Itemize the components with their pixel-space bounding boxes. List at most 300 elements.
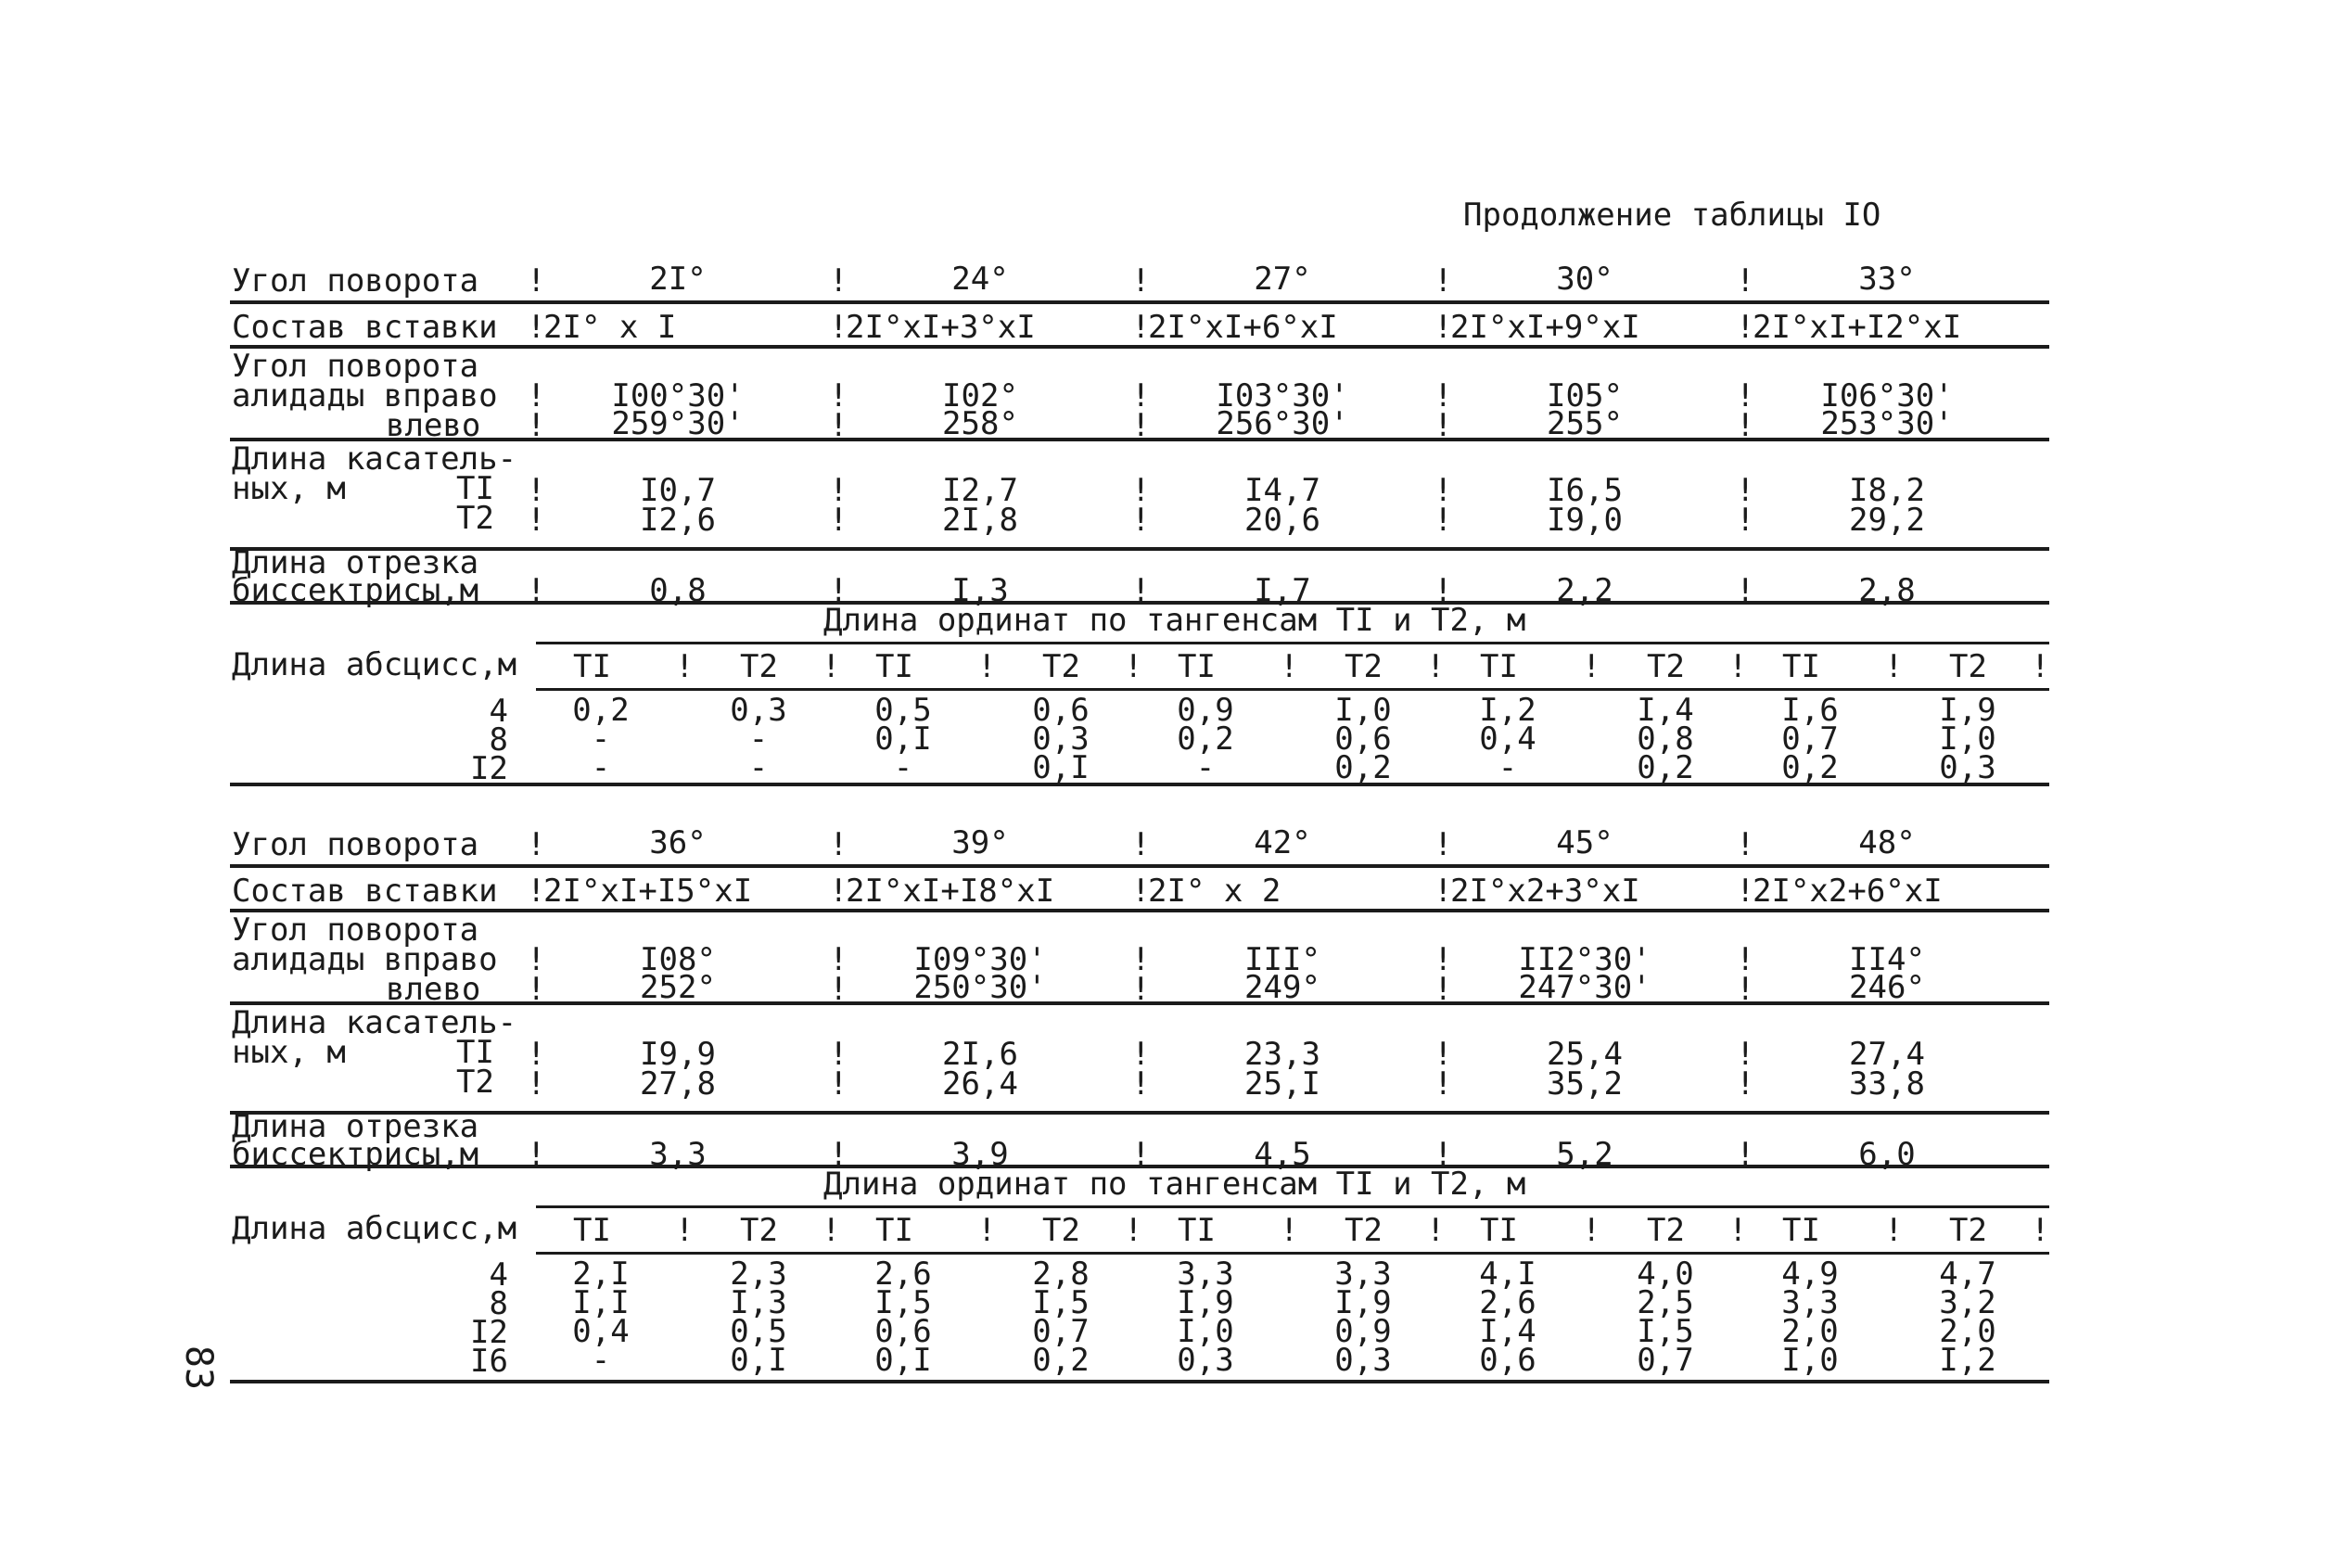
row-label: Длина касатель- bbox=[232, 1004, 517, 1041]
ordinate-t1-value: 0,I bbox=[874, 1342, 932, 1379]
row-label: Угол поворота bbox=[232, 348, 479, 385]
rotation-left-value: 246° bbox=[1849, 969, 1925, 1006]
ordinate-t2-value: 0,3 bbox=[730, 692, 787, 729]
column-separator: ! bbox=[829, 472, 848, 509]
angle-value: 45° bbox=[1556, 824, 1613, 861]
angle-value: 48° bbox=[1858, 824, 1916, 861]
column-separator: ! bbox=[527, 941, 546, 978]
t1-value: 27,4 bbox=[1849, 1036, 1925, 1073]
column-separator: ! bbox=[1131, 262, 1151, 300]
column-separator: ! bbox=[829, 826, 848, 863]
column-separator: ! bbox=[1434, 407, 1453, 444]
row-label: влево bbox=[386, 971, 481, 1008]
column-separator: ! bbox=[1736, 377, 1755, 414]
insert-value: 2I°x2+6°xI bbox=[1753, 873, 1943, 910]
insert-row bbox=[230, 304, 2049, 349]
rotation-right-value: I02° bbox=[942, 377, 1018, 414]
abscissa-header-row bbox=[230, 642, 2049, 694]
abscissa-value: I2 bbox=[470, 750, 508, 787]
ordinate-t1-value: 0,4 bbox=[1479, 720, 1536, 758]
row-label: биссектрисы,м bbox=[232, 1136, 479, 1173]
ordinate-t1-value: 0,2 bbox=[1177, 720, 1234, 758]
angle-value: 27° bbox=[1254, 261, 1311, 298]
ordinate-t2-header: T2 bbox=[740, 648, 778, 685]
column-separator: ! bbox=[527, 1065, 546, 1103]
ordinate-t2-value: I,9 bbox=[1334, 1284, 1392, 1321]
ordinate-t1-header: TI bbox=[1178, 1212, 1216, 1249]
row-label: биссектрисы,м bbox=[232, 572, 479, 609]
column-separator: ! bbox=[1280, 648, 1299, 685]
abscissa-value: 4 bbox=[489, 1256, 508, 1294]
column-separator: ! bbox=[1434, 826, 1453, 863]
rotation-right-value: I03°30' bbox=[1216, 377, 1349, 414]
rotation-left-value: 249° bbox=[1244, 969, 1320, 1006]
rotation-left-value: 258° bbox=[942, 405, 1018, 442]
column-separator: ! bbox=[1434, 1065, 1453, 1103]
column-separator: ! bbox=[829, 873, 848, 910]
rotation-left-value: 255° bbox=[1547, 405, 1623, 442]
ordinate-t1-header: TI bbox=[573, 648, 611, 685]
t2-value: 33,8 bbox=[1849, 1065, 1925, 1103]
angle-value: 2I° bbox=[649, 261, 707, 298]
ordinate-t1-value: - bbox=[1195, 749, 1216, 786]
rotation-left-value: 253°30' bbox=[1820, 405, 1954, 442]
ordinates-title-row bbox=[230, 1168, 2049, 1205]
column-separator: ! bbox=[1131, 572, 1151, 609]
column-separator: ! bbox=[1736, 1036, 1755, 1073]
t1-value: I2,7 bbox=[942, 472, 1018, 509]
ordinate-t1-value: 0,6 bbox=[874, 1313, 932, 1350]
column-separator: ! bbox=[1131, 826, 1151, 863]
column-separator: ! bbox=[1434, 873, 1453, 910]
ordinate-t2-value: 0,9 bbox=[1334, 1313, 1392, 1350]
column-separator: ! bbox=[1736, 407, 1755, 444]
angle-value: 36° bbox=[649, 824, 707, 861]
column-separator: ! bbox=[1736, 873, 1755, 910]
ordinate-t1-value: I,5 bbox=[874, 1284, 932, 1321]
ordinate-t2-value: 0,I bbox=[1032, 749, 1090, 786]
column-separator: ! bbox=[1434, 309, 1453, 346]
rotation-right-value: II4° bbox=[1849, 941, 1925, 978]
column-separator: ! bbox=[1426, 648, 1446, 685]
rotation-right-value: I06°30' bbox=[1820, 377, 1954, 414]
ordinate-t2-value: 4,0 bbox=[1637, 1256, 1694, 1293]
column-separator: ! bbox=[1131, 472, 1151, 509]
ordinate-t1-value: 2,6 bbox=[1479, 1284, 1536, 1321]
bisector-value: 0,8 bbox=[649, 572, 707, 609]
rotation-left-value: 247°30' bbox=[1518, 969, 1651, 1006]
ordinate-t2-value: I,2 bbox=[1939, 1342, 1996, 1379]
ordinate-t2-value: I,0 bbox=[1939, 720, 1996, 758]
rotation-right-value: II2°30' bbox=[1518, 941, 1651, 978]
column-separator: ! bbox=[977, 1212, 997, 1249]
column-separator: ! bbox=[829, 1136, 848, 1173]
insert-value: 2I°xI+9°xI bbox=[1450, 309, 1640, 346]
column-separator: ! bbox=[527, 572, 546, 609]
column-separator: ! bbox=[1434, 502, 1453, 539]
bisector-value: 2,2 bbox=[1556, 572, 1613, 609]
subheader-rule-bottom bbox=[536, 1252, 2049, 1255]
ordinate-t2-header: T2 bbox=[1949, 648, 1987, 685]
ordinate-t2-header: T2 bbox=[1042, 1212, 1080, 1249]
ordinate-t1-header: TI bbox=[1480, 648, 1518, 685]
ordinate-t2-header: T2 bbox=[1345, 1212, 1383, 1249]
ordinate-t2-value: 2,8 bbox=[1032, 1256, 1090, 1293]
column-separator: ! bbox=[1434, 572, 1453, 609]
t2-value: 35,2 bbox=[1547, 1065, 1623, 1103]
column-separator: ! bbox=[1131, 1136, 1151, 1173]
ordinate-t2-value: I,0 bbox=[1334, 692, 1392, 729]
bisector-value: 4,5 bbox=[1254, 1136, 1311, 1173]
column-separator: ! bbox=[1728, 1212, 1748, 1249]
column-separator: ! bbox=[1131, 309, 1151, 346]
rotation-left-value: 259°30' bbox=[611, 405, 745, 442]
row-label: Длина абсцисс,м bbox=[232, 1210, 517, 1247]
insert-value: 2I° x I bbox=[543, 309, 677, 346]
column-separator: ! bbox=[829, 309, 848, 346]
ordinate-t1-value: I,2 bbox=[1479, 692, 1536, 729]
rotation-right-value: III° bbox=[1244, 941, 1320, 978]
ordinate-t2-value: I,5 bbox=[1637, 1313, 1694, 1350]
bisector-row bbox=[230, 1108, 2049, 1173]
ordinate-t1-value: 0,4 bbox=[572, 1313, 630, 1350]
ordinate-t2-value: 4,7 bbox=[1939, 1256, 1996, 1293]
ordinate-t1-value: 0,2 bbox=[1781, 749, 1839, 786]
column-separator: ! bbox=[1124, 648, 1143, 685]
ordinate-t2-value: 0,3 bbox=[1939, 749, 1996, 786]
t2-value: 29,2 bbox=[1849, 502, 1925, 539]
column-separator: ! bbox=[527, 472, 546, 509]
ordinate-t1-value: 0,6 bbox=[1479, 1342, 1536, 1379]
ordinate-t1-value: 0,3 bbox=[1177, 1342, 1234, 1379]
t2-value: 26,4 bbox=[942, 1065, 1018, 1103]
t1-value: I4,7 bbox=[1244, 472, 1320, 509]
row-label: Состав вставки bbox=[232, 309, 498, 346]
subheader-rule-top bbox=[536, 1205, 2049, 1208]
column-separator: ! bbox=[527, 971, 546, 1008]
ordinate-t1-value: 0,2 bbox=[572, 692, 630, 729]
ordinate-t1-header: TI bbox=[1480, 1212, 1518, 1249]
column-separator: ! bbox=[2031, 1212, 2050, 1249]
ordinate-t2-value: 0,3 bbox=[1032, 720, 1090, 758]
column-separator: ! bbox=[1736, 1136, 1755, 1173]
row-label: алидады вправо bbox=[232, 941, 498, 978]
ordinate-t2-value: I,9 bbox=[1939, 692, 1996, 729]
t1-value: 2I,6 bbox=[942, 1036, 1018, 1073]
angle-value: 33° bbox=[1858, 261, 1916, 298]
subheader-rule-top bbox=[536, 642, 2049, 644]
column-separator: ! bbox=[829, 1036, 848, 1073]
ordinate-t2-value: 0,6 bbox=[1334, 720, 1392, 758]
row-label: Угол поворота bbox=[232, 911, 479, 949]
ordinate-t1-value: - bbox=[591, 749, 611, 786]
column-separator: ! bbox=[1736, 502, 1755, 539]
ordinate-t2-value: 0,2 bbox=[1334, 749, 1392, 786]
column-separator: ! bbox=[1434, 1036, 1453, 1073]
column-separator: ! bbox=[1426, 1212, 1446, 1249]
abscissa-value: 8 bbox=[489, 1285, 508, 1322]
t2-value: I9,0 bbox=[1547, 502, 1623, 539]
column-separator: ! bbox=[1736, 262, 1755, 300]
column-separator: ! bbox=[527, 377, 546, 414]
column-separator: ! bbox=[527, 262, 546, 300]
ordinates-title-row bbox=[230, 602, 2049, 642]
ordinate-t1-value: 2,I bbox=[572, 1256, 630, 1293]
rotation-right-value: I09°30' bbox=[913, 941, 1047, 978]
t1-value: I6,5 bbox=[1547, 472, 1623, 509]
ordinate-t2-value: 2,5 bbox=[1637, 1284, 1694, 1321]
row-label: TI bbox=[456, 1034, 494, 1071]
column-separator: ! bbox=[1434, 1136, 1453, 1173]
bisector-value: 3,9 bbox=[951, 1136, 1009, 1173]
column-separator: ! bbox=[527, 502, 546, 539]
row-label: T2 bbox=[456, 1064, 494, 1101]
ordinate-t2-value: 0,I bbox=[730, 1342, 787, 1379]
bisector-value: I,3 bbox=[951, 572, 1009, 609]
ordinates-title: Длина ординат по тангенсам TI и T2, м bbox=[823, 1166, 1526, 1203]
column-separator: ! bbox=[1131, 873, 1151, 910]
t2-value: 20,6 bbox=[1244, 502, 1320, 539]
ordinate-t1-value: 3,3 bbox=[1177, 1256, 1234, 1293]
angle-row bbox=[230, 823, 2049, 868]
column-separator: ! bbox=[527, 873, 546, 910]
column-separator: ! bbox=[1131, 407, 1151, 444]
column-separator: ! bbox=[829, 572, 848, 609]
ordinate-t1-value: 0,7 bbox=[1781, 720, 1839, 758]
column-separator: ! bbox=[1131, 1036, 1151, 1073]
column-separator: ! bbox=[1884, 1212, 1904, 1249]
t2-value: 2I,8 bbox=[942, 502, 1018, 539]
ordinate-t2-value: 3,3 bbox=[1334, 1256, 1392, 1293]
column-separator: ! bbox=[527, 1036, 546, 1073]
ordinate-t1-value: - bbox=[591, 1342, 611, 1379]
ordinate-t2-value: I,3 bbox=[730, 1284, 787, 1321]
ordinate-t1-value: - bbox=[591, 720, 611, 758]
alidade-row bbox=[230, 911, 2049, 1008]
abscissa-value: I2 bbox=[470, 1314, 508, 1351]
column-separator: ! bbox=[1280, 1212, 1299, 1249]
t1-value: 23,3 bbox=[1244, 1036, 1320, 1073]
column-separator: ! bbox=[1434, 262, 1453, 300]
ordinate-t2-value: 0,5 bbox=[730, 1313, 787, 1350]
ordinate-t2-value: - bbox=[748, 749, 769, 786]
t1-value: I8,2 bbox=[1849, 472, 1925, 509]
abscissa-value: 8 bbox=[489, 721, 508, 759]
ordinate-t2-value: 0,6 bbox=[1032, 692, 1090, 729]
ordinate-t1-value: 2,0 bbox=[1781, 1313, 1839, 1350]
column-separator: ! bbox=[1736, 1065, 1755, 1103]
abscissa-values-row bbox=[230, 1257, 2049, 1383]
ordinate-t1-header: TI bbox=[1782, 1212, 1820, 1249]
insert-value: 2I°xI+3°xI bbox=[846, 309, 1036, 346]
ordinate-t2-value: 0,3 bbox=[1334, 1342, 1392, 1379]
column-separator: ! bbox=[1131, 377, 1151, 414]
insert-value: 2I°xI+6°xI bbox=[1148, 309, 1338, 346]
abscissa-values-row bbox=[230, 694, 2049, 786]
row-label: алидады вправо bbox=[232, 377, 498, 414]
table-block-1 bbox=[230, 260, 2049, 786]
insert-row bbox=[230, 868, 2049, 912]
alidade-row bbox=[230, 348, 2049, 444]
abscissa-value: 4 bbox=[489, 693, 508, 730]
column-separator: ! bbox=[822, 1212, 841, 1249]
angle-row bbox=[230, 260, 2049, 304]
row-label: ных, м bbox=[232, 470, 346, 507]
bisector-value: 6,0 bbox=[1858, 1136, 1916, 1173]
ordinate-t2-value: - bbox=[748, 720, 769, 758]
ordinate-t1-value: 4,I bbox=[1479, 1256, 1536, 1293]
ordinate-t1-value: I,I bbox=[572, 1284, 630, 1321]
column-separator: ! bbox=[527, 407, 546, 444]
row-label: TI bbox=[456, 470, 494, 507]
bisector-value: 5,2 bbox=[1556, 1136, 1613, 1173]
column-separator: ! bbox=[527, 309, 546, 346]
ordinate-t1-value: I,4 bbox=[1479, 1313, 1536, 1350]
column-separator: ! bbox=[829, 377, 848, 414]
ordinate-t1-value: I,0 bbox=[1177, 1313, 1234, 1350]
column-separator: ! bbox=[1434, 377, 1453, 414]
ordinate-t2-header: T2 bbox=[1345, 648, 1383, 685]
t2-value: I2,6 bbox=[640, 502, 716, 539]
column-separator: ! bbox=[1736, 941, 1755, 978]
abscissa-value: I6 bbox=[470, 1343, 508, 1380]
row-label: Состав вставки bbox=[232, 873, 498, 910]
angle-value: 39° bbox=[951, 824, 1009, 861]
ordinate-t2-value: 0,7 bbox=[1032, 1313, 1090, 1350]
column-separator: ! bbox=[1131, 971, 1151, 1008]
tangent-row bbox=[230, 441, 2049, 551]
page-number: 83 bbox=[177, 1345, 221, 1391]
ordinate-t2-value: 2,0 bbox=[1939, 1313, 1996, 1350]
ordinate-t1-value: I,6 bbox=[1781, 692, 1839, 729]
row-label: Длина отрезка bbox=[232, 544, 479, 581]
column-separator: ! bbox=[1434, 971, 1453, 1008]
ordinate-t1-value: 4,9 bbox=[1781, 1256, 1839, 1293]
column-separator: ! bbox=[1736, 826, 1755, 863]
row-label: Угол поворота bbox=[232, 826, 479, 863]
column-separator: ! bbox=[829, 502, 848, 539]
column-separator: ! bbox=[829, 407, 848, 444]
column-separator: ! bbox=[675, 648, 695, 685]
column-separator: ! bbox=[1736, 572, 1755, 609]
column-separator: ! bbox=[1582, 1212, 1601, 1249]
ordinate-t2-value: 0,7 bbox=[1637, 1342, 1694, 1379]
column-separator: ! bbox=[1736, 971, 1755, 1008]
column-separator: ! bbox=[1131, 941, 1151, 978]
column-separator: ! bbox=[1434, 472, 1453, 509]
column-separator: ! bbox=[822, 648, 841, 685]
column-separator: ! bbox=[1434, 941, 1453, 978]
ordinate-t2-value: 0,8 bbox=[1637, 720, 1694, 758]
row-label: ных, м bbox=[232, 1034, 346, 1071]
ordinate-t2-value: I,5 bbox=[1032, 1284, 1090, 1321]
column-separator: ! bbox=[527, 1136, 546, 1173]
ordinate-t1-value: I,0 bbox=[1781, 1342, 1839, 1379]
ordinate-t2-header: T2 bbox=[1647, 1212, 1685, 1249]
column-separator: ! bbox=[2031, 648, 2050, 685]
ordinate-t2-value: 3,2 bbox=[1939, 1284, 1996, 1321]
ordinate-t1-value: 3,3 bbox=[1781, 1284, 1839, 1321]
ordinate-t2-value: 2,3 bbox=[730, 1256, 787, 1293]
t1-value: I9,9 bbox=[640, 1036, 716, 1073]
bisector-row bbox=[230, 544, 2049, 609]
ordinate-t2-value: 0,2 bbox=[1032, 1342, 1090, 1379]
column-separator: ! bbox=[829, 1065, 848, 1103]
angle-value: 42° bbox=[1254, 824, 1311, 861]
ordinate-t1-header: TI bbox=[1178, 648, 1216, 685]
rotation-right-value: I00°30' bbox=[611, 377, 745, 414]
ordinate-t2-header: T2 bbox=[1042, 648, 1080, 685]
ordinate-t2-value: 0,2 bbox=[1637, 749, 1694, 786]
column-separator: ! bbox=[829, 941, 848, 978]
row-label: Длина отрезка bbox=[232, 1108, 479, 1145]
row-label: Длина касатель- bbox=[232, 440, 517, 478]
ordinate-t1-value: 2,6 bbox=[874, 1256, 932, 1293]
ordinate-t1-value: 0,9 bbox=[1177, 692, 1234, 729]
abscissa-header-row bbox=[230, 1205, 2049, 1257]
ordinate-t1-value: I,9 bbox=[1177, 1284, 1234, 1321]
t1-value: I0,7 bbox=[640, 472, 716, 509]
ordinate-t2-value: I,4 bbox=[1637, 692, 1694, 729]
rotation-right-value: I05° bbox=[1547, 377, 1623, 414]
column-separator: ! bbox=[1131, 1065, 1151, 1103]
angle-value: 30° bbox=[1556, 261, 1613, 298]
column-separator: ! bbox=[1736, 309, 1755, 346]
rotation-right-value: I08° bbox=[640, 941, 716, 978]
ordinate-t1-value: 0,5 bbox=[874, 692, 932, 729]
table-caption: Продолжение таблицы IO bbox=[1463, 197, 1881, 234]
t1-value: 25,4 bbox=[1547, 1036, 1623, 1073]
column-separator: ! bbox=[527, 826, 546, 863]
bisector-value: I,7 bbox=[1254, 572, 1311, 609]
column-separator: ! bbox=[1131, 502, 1151, 539]
angle-value: 24° bbox=[951, 261, 1009, 298]
column-separator: ! bbox=[1728, 648, 1748, 685]
insert-value: 2I°xI+I8°xI bbox=[846, 873, 1055, 910]
insert-value: 2I°x2+3°xI bbox=[1450, 873, 1640, 910]
ordinate-t1-header: TI bbox=[1782, 648, 1820, 685]
row-label: Угол поворота bbox=[232, 262, 479, 300]
t2-value: 25,I bbox=[1244, 1065, 1320, 1103]
table-block-2 bbox=[230, 823, 2049, 1383]
subheader-rule-bottom bbox=[536, 688, 2049, 691]
column-separator: ! bbox=[829, 262, 848, 300]
rotation-left-value: 256°30' bbox=[1216, 405, 1349, 442]
column-separator: ! bbox=[1736, 472, 1755, 509]
column-separator: ! bbox=[829, 971, 848, 1008]
bisector-value: 2,8 bbox=[1858, 572, 1916, 609]
t2-value: 27,8 bbox=[640, 1065, 716, 1103]
column-separator: ! bbox=[675, 1212, 695, 1249]
ordinates-title: Длина ординат по тангенсам TI и T2, м bbox=[823, 602, 1526, 639]
ordinate-t1-header: TI bbox=[573, 1212, 611, 1249]
row-label: влево bbox=[386, 407, 481, 444]
column-separator: ! bbox=[1884, 648, 1904, 685]
ordinate-t1-header: TI bbox=[875, 648, 913, 685]
column-separator: ! bbox=[1582, 648, 1601, 685]
insert-value: 2I°xI+I2°xI bbox=[1753, 309, 1962, 346]
bisector-value: 3,3 bbox=[649, 1136, 707, 1173]
insert-value: 2I° x 2 bbox=[1148, 873, 1281, 910]
ordinate-t1-value: 0,I bbox=[874, 720, 932, 758]
ordinate-t2-header: T2 bbox=[1647, 648, 1685, 685]
row-label: Длина абсцисс,м bbox=[232, 646, 517, 683]
column-separator: ! bbox=[1124, 1212, 1143, 1249]
ordinate-t1-value: - bbox=[1498, 749, 1518, 786]
rotation-left-value: 250°30' bbox=[913, 969, 1047, 1006]
ordinate-t2-header: T2 bbox=[740, 1212, 778, 1249]
ordinate-t1-header: TI bbox=[875, 1212, 913, 1249]
